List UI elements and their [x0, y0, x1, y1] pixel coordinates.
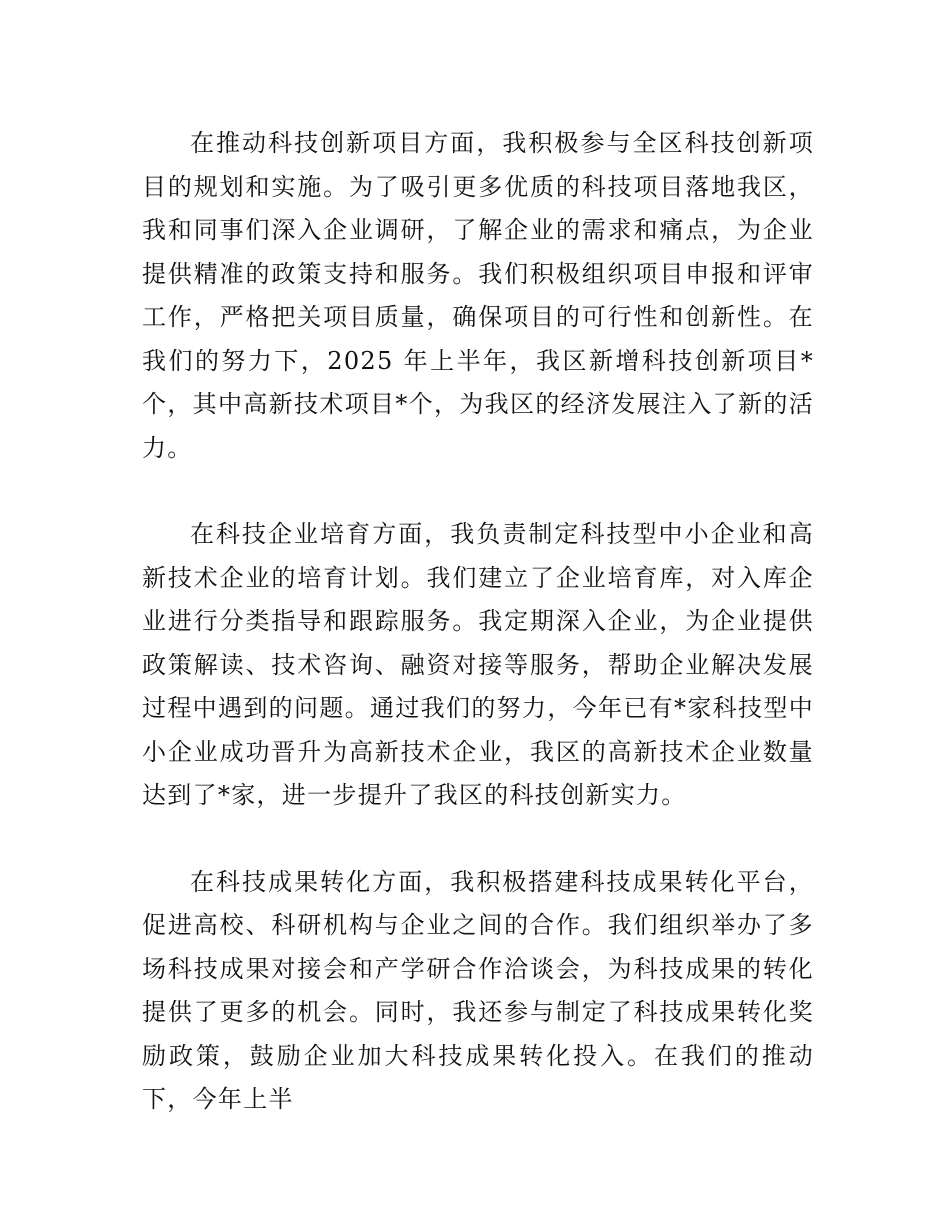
paragraph-enterprise-cultivation: 在科技企业培育方面，我负责制定科技型中小企业和高新技术企业的培育计划。我们建立了企业培育库，对入库企业进行分类指导和跟踪服务。我定期深入企业，为企业提供政策解读、技术咨询、融资对接等服务，帮助企业解决发展过程中遇到的问题。通过我们的努力，今年已有*家科技型中小企业成功晋升为高新技术企业，我区的高新技术企业数量达到了*家，进一步提升了我区的科技创新实力。 [142, 520, 814, 809]
paragraph-innovation-projects: 在推动科技创新项目方面，我积极参与全区科技创新项目的规划和实施。为了吸引更多优质的科技项目落地我区，我和同事们深入企业调研，了解企业的需求和痛点，为企业提供精准的政策支持和服务。我们积极组织项目申报和评审工作，严格把关项目质量，确保项目的可行性和创新性。在我们的努力下，2025 年上半年，我区新增科技创新项目*个，其中高新技术项目*个，为我区的经济发展注入了新的活力。 [142, 129, 814, 462]
paragraph-achievement-transfer: 在科技成果转化方面，我积极搭建科技成果转化平台，促进高校、科研机构与企业之间的合作。我们组织举办了多场科技成果对接会和产学研合作洽谈会，为科技成果的转化提供了更多的机会。同时，我还参与制定了科技成果转化奖励政策，鼓励企业加大科技成果转化投入。在我们的推动下，今年上半 [142, 867, 814, 1113]
document-body [142, 122, 814, 1165]
